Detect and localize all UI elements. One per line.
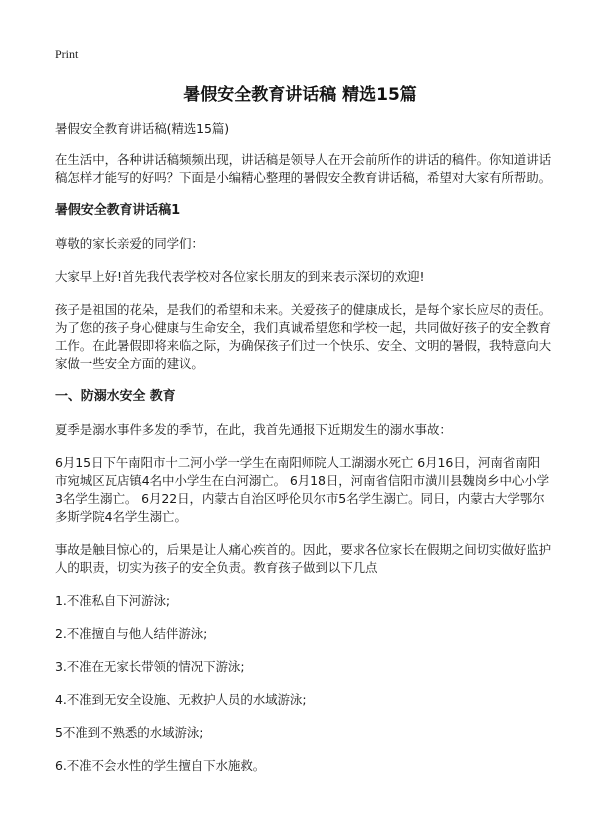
section1-heading: 一、防溺水安全 教育 (55, 389, 176, 404)
summer-paragraph: 夏季是溺水事件多发的季节，在此，我首先通报下近期发生的溺水事故： (55, 422, 452, 437)
rule-item: 4.不准到无安全设施、无救护人员的水域游泳; (55, 692, 307, 707)
children-paragraph: 孩子是祖国的花朵，是我们的希望和未来。关爱孩子的健康成长，是每个家长应尽的责任。为了您的孩子身心健康与生命安全，我们真诚希望您和学校一起，共同做好孩子的安全教育工作。在此暑假即将来临之际，为确保孩子们过一个快乐、安全、文明的暑假，我特意向大家做一些安全方面的建议。 (55, 302, 552, 371)
shock-paragraph: 事故是触目惊心的，后果是让人痛心疾首的。因此，要求各位家长在假期之间切实做好监护人的职责，切实为孩子的安全负责。教育孩子做到以下几点 (55, 542, 552, 575)
greeting: 尊敬的家长亲爱的同学们： (55, 236, 204, 251)
rule-item: 3.不准在无家长带领的情况下游泳; (55, 659, 245, 674)
welcome-paragraph: 大家早上好!首先我代表学校对各位家长朋友的到来表示深切的欢迎! (55, 269, 425, 284)
intro-paragraph: 在生活中，各种讲话稿频频出现，讲话稿是领导人在开会前所作的讲话的稿件。你知道讲话稿怎样才能写的好吗？下面是小编精心整理的暑假安全教育讲话稿，希望对大家有所帮助。 (55, 152, 552, 185)
print-link[interactable]: Print (55, 47, 79, 61)
incidents-paragraph: 6月15日下午南阳市十二河小学一学生在南阳师院人工湖溺水死亡 6月16日，河南省南阳市宛城区瓦店镇4名中小学生在白河溺亡。 6月18日，河南省信阳市潢川县魏岗乡中心小学3名学生溺亡。 6月22日，内蒙古自治区呼伦贝尔市5名学生溺亡。同日，内蒙古大学鄂尔多斯学院4名学生溺亡。 (55, 455, 550, 524)
page-title: 暑假安全教育讲话稿 精选15篇 (183, 85, 417, 105)
rule-item: 6.不准不会水性的学生擅自下水施救。 (55, 758, 266, 773)
speech1-heading: 暑假安全教育讲话稿1 (55, 203, 181, 218)
article-subtitle: 暑假安全教育讲话稿(精选15篇) (55, 121, 230, 136)
rule-item: 5不准到不熟悉的水域游泳; (55, 725, 204, 740)
article-body (55, 120, 552, 775)
rule-item: 1.不准私自下河游泳; (55, 593, 171, 608)
rule-item: 2.不准擅自与他人结伴游泳; (55, 626, 208, 641)
